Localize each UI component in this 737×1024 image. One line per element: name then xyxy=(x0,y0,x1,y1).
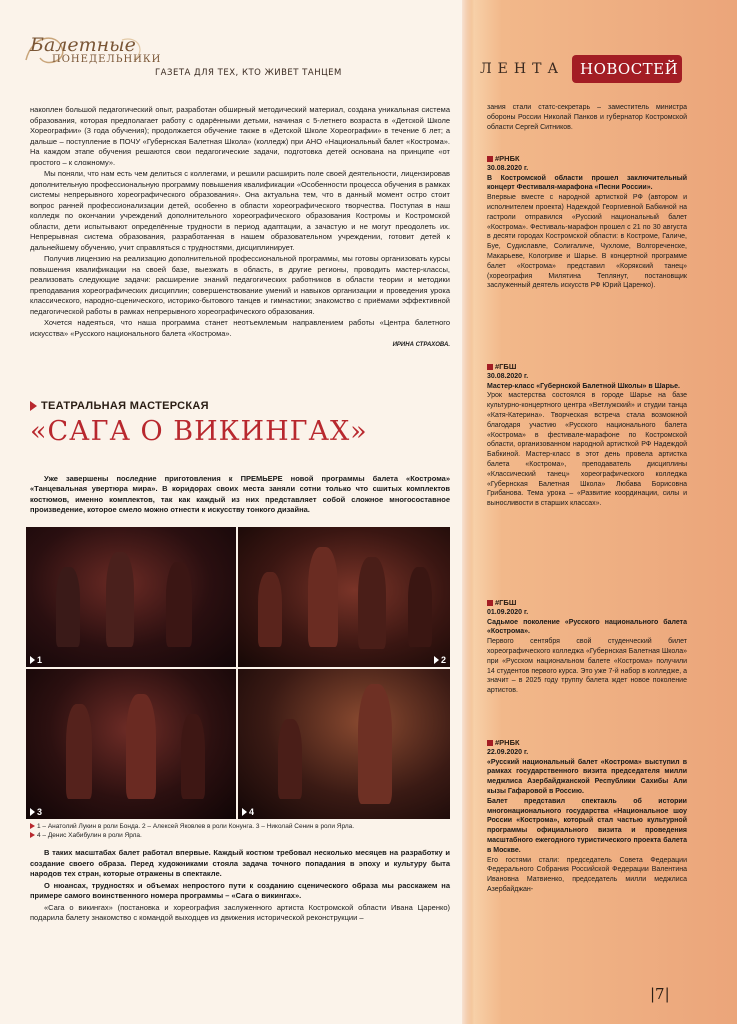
caption-arrow-icon xyxy=(30,832,35,838)
news-tag: #РНБК xyxy=(487,738,687,748)
news-feed-heading xyxy=(480,55,720,85)
paragraph: накоплен большой педагогический опыт, разработан обширный методический материал, создана уникальная система образования, которая предполагает работу с одарёнными детьми, начиная с 5-летнего возраста в «Детской Школе Хореографии» (3 года обучения); продолжается обучение также в «Детской Школе Хореографии» в течение 6 лет; а дальше – поступление в ПОЧУ «Губернская Балетная Школа» (колледж) при АНО «Национальный балет «Кострома». На каждом этапе обучения решаются свои педагогические задачи, подготовка детей основана на принципе «от простого – к сложному». xyxy=(30,105,450,167)
tagline: ГАЗЕТА ДЛЯ ТЕХ, КТО ЖИВЕТ ТАНЦЕМ xyxy=(155,68,342,78)
article-body xyxy=(30,848,450,925)
news-headline: В Костромской области прошел заключительный концерт Фестиваля-марафона «Песни России». xyxy=(487,174,687,192)
logo-title: Балетные xyxy=(30,34,136,56)
news-text: Первого сентября свой студенческий билет хореографического колледжа «Губернская Балетная Школа» при «Русском национальном балете «Кострома» получили 14 студентов первого курса. Это уже 7-й набор в колледже, а значит – в 2025 году труппу балета ждет новое поколение артистов. xyxy=(487,638,687,695)
article-heading xyxy=(30,400,450,447)
left-column-top xyxy=(30,105,450,352)
page-number: |7| xyxy=(650,985,670,1003)
caption-line: 1 – Анатолий Лукин в роли Бонда. 2 – Алексей Яковлев в роли Конунга. 3 – Николай Сенин в роли Ярла. xyxy=(37,823,355,830)
news-headline: Мастер-класс «Губернской Балетной Школы» в Шарье. xyxy=(487,382,680,390)
news-date: 30.08.2020 г. xyxy=(487,164,529,172)
arrow-icon xyxy=(30,401,37,411)
news-date: 01.09.2020 г. xyxy=(487,608,529,616)
photo-3 xyxy=(26,669,236,819)
paragraph: «Сага о викингах» (постановка и хореография заслуженного артиста Костромской области Ивана Царенко) подарила балету знакомство с командой выходцев из движения исторической реконструкции – xyxy=(30,902,450,922)
news-feed-label: ЛЕНТА xyxy=(480,61,565,77)
news-item xyxy=(487,152,687,291)
news-tag: #ГБШ xyxy=(487,362,687,372)
article-headline: «САГА О ВИКИНГАХ» xyxy=(30,416,368,447)
news-date: 30.08.2020 г. xyxy=(487,372,529,380)
paragraph: Мы поняли, что нам есть чем делиться с коллегами, и решили расширить поле своей деятельности, лицензировав дополнительную профессиональную программу повышения квалификации «Особенности процесса обучения в рамках системы непрерывного хореографического образования». Она актуальна тем, что в данный момент остро стоит вопрос ранней профессионализации детей, особенно в области хореографического творчества. Поступая в наш колледж по окончании учреждений дополнительного хореографического образования Костромы и Костромской области, дети испытывают определённые трудности в период адаптации, а зачастую и не могут преодолеть их. Непрерывная система образования, разработанная в нашем образовательном учреждении, готовит детей к дальнейшему обучению, учит справляться с трудностями, дисциплинирует. xyxy=(30,169,450,252)
author-signature: ИРИНА СТРАХОВА. xyxy=(392,342,450,348)
page-header xyxy=(0,0,462,95)
article-intro: Уже завершены последние приготовления к ПРЕМЬЕРЕ новой программы балета «Кострома» «Танцевальная увертюра мира». В коридорах своих места заняли сотни только что сшитых комплектов костюмов, именно комплектов, так как каждый из них представляет собой сложное многосоставное произведение, которое смело можно отнести к искусству тонкого дизайна. xyxy=(30,473,450,514)
logo xyxy=(22,30,162,85)
photo-1 xyxy=(26,527,236,667)
photo-4 xyxy=(238,669,450,819)
paragraph: Хочется надеяться, что наша программа станет неотъемлемым направлением работы «Центра балетного искусства» «Русского национального балета «Кострома». xyxy=(30,318,450,338)
news-text: Впервые вместе с народной артисткой РФ (автором и исполнителем проекта) Надеждой Георгиевной Бабкиной на гастроли отправился «Русский национальный балет «Кострома». Фестиваль-марафон прошел с 21 по 30 августа в десяти городах Костромской области: в Костроме, Галиче, Буе, Судиславле, Солигаличе, Чухломе, Волгореченске, Макарьеве, Кологриве и Шарье. В концертной программе балет «Кострома» представил «Корякский танец» (хореография Милятина Теплянут, постановщик заслуженный деятель искусств РФ Юрий Царенко). xyxy=(487,194,687,290)
news-tag: #ГБШ xyxy=(487,598,687,608)
news-item xyxy=(487,596,687,696)
news-feed-badge: НОВОСТЕЙ xyxy=(572,55,682,83)
paragraph: О нюансах, трудностях и объемах непростого пути к созданию сценического образа мы расскажем на примере самого воинственного номера программы – «Сага о викингах». xyxy=(30,880,450,900)
kicker-label: ТЕАТРАЛЬНАЯ МАСТЕРСКАЯ xyxy=(41,400,209,412)
article-kicker xyxy=(30,400,450,412)
photo-number: 4 xyxy=(242,807,254,817)
photo-number: 2 xyxy=(434,655,446,665)
news-text: зания стали статс-секретарь – заместитель министра обороны России Николай Панков и губернатор Костромской области Сергей Ситников. xyxy=(487,104,687,131)
paragraph: Получив лицензию на реализацию дополнительной профессиональной программы, мы готовы организовать курсы повышения квалификации на своей базе, выезжать в область, в другие регионы, проводить мастер-классы, реализовать следующие задачи: расширение знаний педагогических работников в области теории и методики преподавания хореографических дисциплин; совершенствование умений и навыков организации и проведения урока классического, народно-сценического, историко-бытового танцев и гимнастики; знакомство с приёмами эффективной педагогической работы в рамках непрерывного хореографического образования. xyxy=(30,254,450,316)
news-lead xyxy=(487,103,687,132)
caption-arrow-icon xyxy=(30,823,35,829)
news-headline: Балет представил спектакль об истории многонационального государства «Национальное шоу России «Кострома», который стал частью культурной программы официального визита и проведения масштабного ежегодного туристического проекта балета в Москве. xyxy=(487,797,687,854)
photo-2 xyxy=(238,527,450,667)
paragraph: В таких масштабах балет работал впервые. Каждый костюм требовал несколько месяцев на разработку и создание своего образа. Перед художниками стояла задача точного попадания в эпоху и культуру быта народов тех стран, которые отражены в спектакле. xyxy=(30,848,450,878)
photo-number: 1 xyxy=(30,655,42,665)
photo-grid xyxy=(26,527,450,819)
news-text: Урок мастерства состоялся в городе Шарье на базе культурно-концертного центра «Ветлужский» и студии танца «Катя-Катерина». Творческая встреча стала возможной благодаря участию «Русского национального балета «Кострома» в фестивале-марафоне по Костромской области, организованном народной артисткой РФ Надеждой Бабкиной. Мастер-класс в этот день провела артистка балета «Кострома», преподаватель дисциплины «Классический танец» хореографического колледжа «Губернская Балетная Школа» Любава Борисовна Грибанова. Тема урока – «Развитие координации, силы и выносливости в старших классах». xyxy=(487,392,687,508)
photo-number: 3 xyxy=(30,807,42,817)
news-item xyxy=(487,360,687,509)
photo-caption xyxy=(30,822,450,840)
caption-line: 4 – Денис Хабибулин в роли Ярла. xyxy=(37,832,142,839)
news-tag: #РНБК xyxy=(487,154,687,164)
news-headline: «Русский национальный балет «Кострома» выступил в рамках государственного визита председателя милли меджлиса Азербайджанской Республики Сахибы Али кызы Гафаровой в Россию. xyxy=(487,758,687,795)
news-item xyxy=(487,736,687,895)
news-headline: Садьмое поколение «Русского национального балета «Кострома». xyxy=(487,618,687,636)
logo-subtitle: ПОНЕДЕЛЬНИКИ xyxy=(52,54,162,65)
news-text: Его гостями стали: председатель Совета Федерации Федерального Собрания Российской Федерации Валентина Ивановна Матвиенко, председатель милли меджлиса Азербайджан- xyxy=(487,856,687,893)
news-date: 22.09.2020 г. xyxy=(487,748,529,756)
